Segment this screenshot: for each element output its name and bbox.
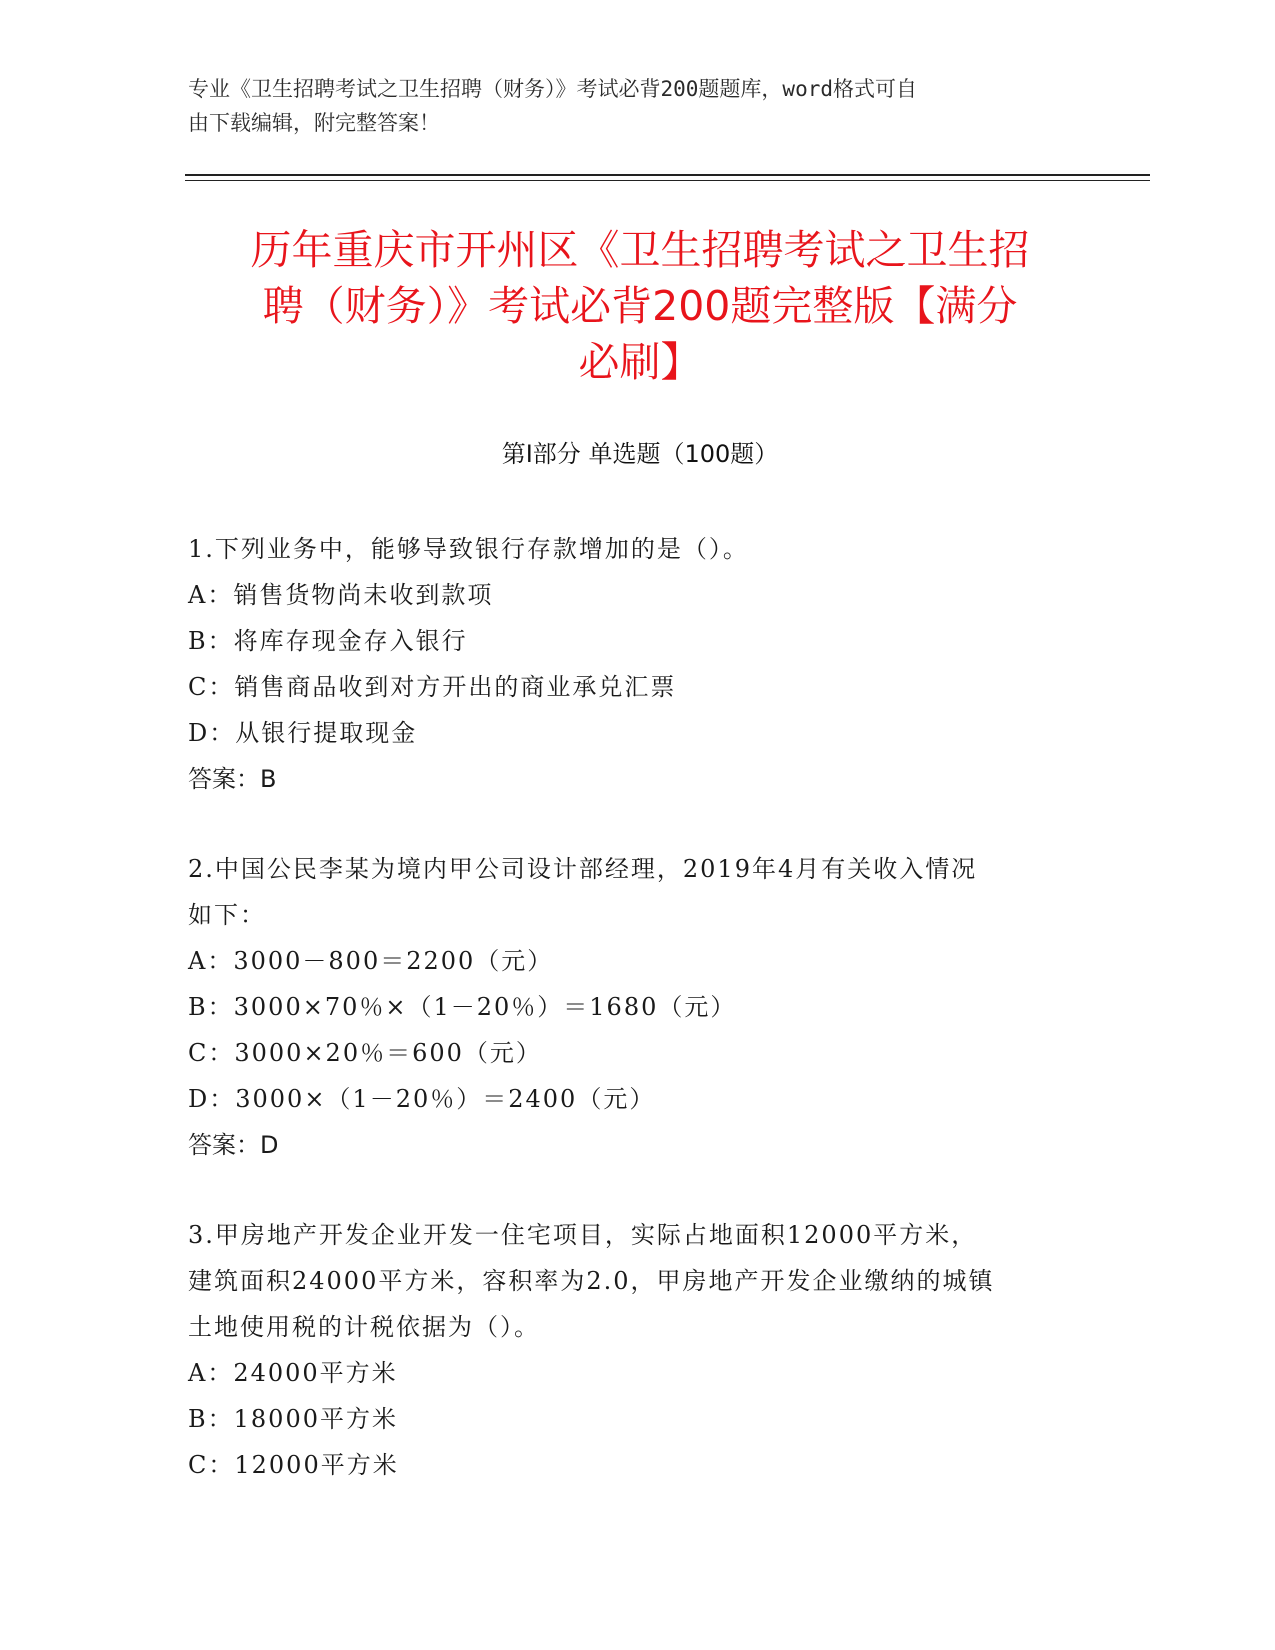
header-note-line-1: 专业《卫生招聘考试之卫生招聘（财务）》考试必背200题题库，word格式可自 bbox=[188, 77, 917, 101]
question-2 bbox=[188, 846, 1088, 1168]
header-rule-thin bbox=[185, 180, 1150, 181]
question-stem: 2.中国公民李某为境内甲公司设计部经理，2019年4月有关收入情况 bbox=[188, 855, 978, 883]
question-stem: 3.甲房地产开发企业开发一住宅项目，实际占地面积12000平方米， bbox=[188, 1221, 978, 1249]
option-b: B：将库存现金存入银行 bbox=[188, 627, 468, 655]
header-rule-thick bbox=[185, 174, 1150, 176]
answer: 答案：B bbox=[188, 765, 277, 793]
option-c: C：3000×20％＝600（元） bbox=[188, 1039, 542, 1067]
title-line-3: 必刷】 bbox=[578, 338, 702, 386]
question-stem-continued-2: 土地使用税的计税依据为（）。 bbox=[188, 1313, 540, 1341]
option-b: B：18000平方米 bbox=[188, 1405, 398, 1433]
answer: 答案：D bbox=[188, 1131, 279, 1159]
title-line-1: 历年重庆市开州区《卫生招聘考试之卫生招 bbox=[250, 226, 1030, 274]
option-b: B：3000×70％×（1－20％）＝1680（元） bbox=[188, 993, 737, 1021]
question-stem: 1.下列业务中，能够导致银行存款增加的是（）。 bbox=[188, 535, 749, 563]
option-c: C：12000平方米 bbox=[188, 1451, 399, 1479]
question-stem-continued: 建筑面积24000平方米，容积率为2.0，甲房地产开发企业缴纳的城镇 bbox=[188, 1267, 995, 1295]
question-list bbox=[188, 526, 1088, 1532]
option-c: C：销售商品收到对方开出的商业承兑汇票 bbox=[188, 673, 677, 701]
option-d: D：3000×（1－20％）＝2400（元） bbox=[188, 1085, 656, 1113]
section-heading: 第I部分 单选题（100题） bbox=[501, 440, 779, 468]
option-d: D：从银行提取现金 bbox=[188, 719, 418, 747]
option-a: A：3000－800＝2200（元） bbox=[188, 947, 554, 975]
question-1 bbox=[188, 526, 1088, 802]
document-title bbox=[185, 222, 1095, 390]
title-line-2: 聘（财务）》考试必背200题完整版【满分 bbox=[262, 282, 1018, 330]
question-stem-continued: 如下： bbox=[188, 901, 266, 929]
header-note-line-2: 由下载编辑，附完整答案！ bbox=[188, 111, 440, 135]
question-3 bbox=[188, 1212, 1088, 1488]
option-a: A：销售货物尚未收到款项 bbox=[188, 581, 494, 609]
header-note bbox=[188, 72, 1068, 140]
option-a: A：24000平方米 bbox=[188, 1359, 398, 1387]
